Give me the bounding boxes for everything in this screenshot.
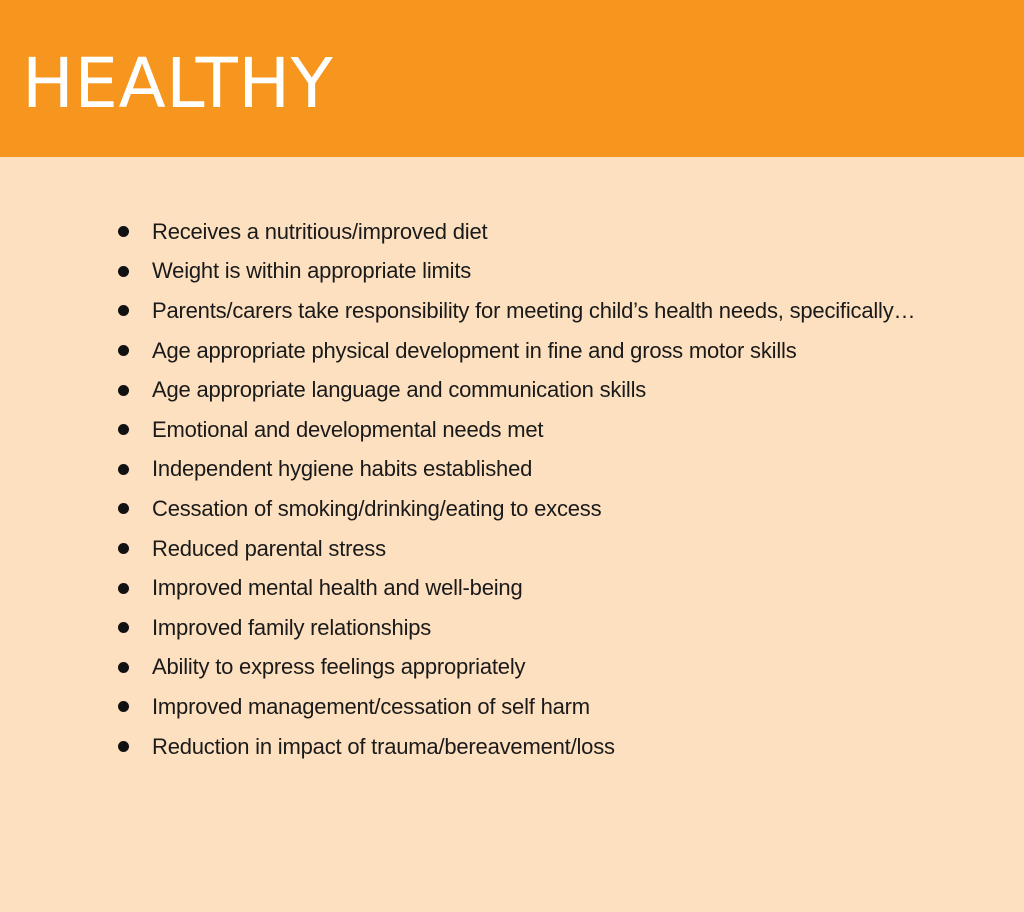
bullet-icon (118, 543, 129, 554)
bullet-icon (118, 226, 129, 237)
list-item-text: Ability to express feelings appropriately (152, 654, 526, 680)
bullet-icon (118, 741, 129, 752)
list-item-text: Improved family relationships (152, 614, 432, 640)
list-item-text: Reduction in impact of trauma/bereavement/loss (152, 733, 615, 759)
list-item-text: Cessation of smoking/drinking/eating to excess (152, 495, 602, 521)
bullet-icon (118, 662, 129, 673)
list-item-text: Improved management/cessation of self harm (152, 693, 590, 719)
list-item (118, 410, 1008, 450)
list-item (118, 331, 1008, 371)
page-title: HEALTHY (22, 44, 334, 124)
list-item-text: Reduced parental stress (152, 535, 386, 561)
list-item (118, 529, 1008, 569)
bullet-icon (118, 424, 129, 435)
list-item-text: Age appropriate language and communication skills (152, 377, 647, 403)
list-item (118, 291, 1008, 331)
outcomes-list (118, 212, 1008, 766)
list-item (118, 648, 1008, 688)
list-item-text: Weight is within appropriate limits (152, 258, 472, 284)
list-item-text: Improved mental health and well-being (152, 575, 523, 601)
list-item (118, 727, 1008, 767)
list-item (118, 687, 1008, 727)
list-item (118, 568, 1008, 608)
list-item (118, 489, 1008, 529)
bullet-icon (118, 266, 129, 277)
list-item-text: Age appropriate physical development in fine and gross motor skills (152, 337, 797, 363)
list-item (118, 252, 1008, 292)
bullet-icon (118, 701, 129, 712)
list-item (118, 450, 1008, 490)
bullet-icon (118, 622, 129, 633)
list-item (118, 370, 1008, 410)
bullet-icon (118, 305, 129, 316)
bullet-icon (118, 503, 129, 514)
list-item-text: Independent hygiene habits established (152, 456, 533, 482)
list-item-text: Receives a nutritious/improved diet (152, 218, 488, 244)
list-item (118, 608, 1008, 648)
list-item-text: Parents/carers take responsibility for meeting child’s health needs, specifically… (152, 297, 916, 323)
content-panel (0, 157, 1024, 912)
list-item-text: Emotional and developmental needs met (152, 416, 544, 442)
list-item (118, 212, 1008, 252)
bullet-icon (118, 345, 129, 356)
bullet-icon (118, 385, 129, 396)
header-banner (0, 0, 1024, 157)
bullet-icon (118, 464, 129, 475)
bullet-icon (118, 583, 129, 594)
